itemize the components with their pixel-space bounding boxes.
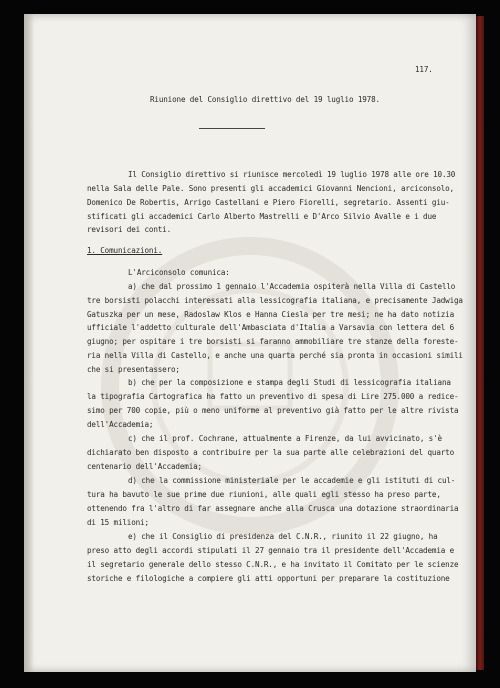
body-line: preso atto degli accordi stipulati il 27 gennaio tra il presidente dell'Accademia e: [87, 546, 455, 555]
intro-line: Domenico De Robertis, Arrigo Castellani e Piero Fiorelli, segretario. Assenti giu-: [87, 198, 450, 207]
body-line: dell'Accademia;: [87, 420, 154, 429]
intro-line: Il Consiglio direttivo si riunisce mercoledì 19 luglio 1978 alle ore 10.30: [128, 170, 456, 179]
body-line: giugno; per ospitare i tre borsisti si faranno ammobiliare tre stanze della foreste-: [87, 337, 459, 346]
body-line: e) che il Consiglio di presidenza del C.N.R., riunito il 22 giugno, ha: [128, 532, 438, 541]
document-title: Riunione del Consiglio direttivo del 19 luglio 1978.: [150, 95, 380, 104]
body-line: la tipografia Cartografica ha fatto un preventivo di spesa di Lire 275.000 a redice-: [87, 392, 459, 401]
intro-line: revisori dei conti.: [87, 225, 172, 234]
section-heading: 1. Comunicazioni.: [87, 246, 163, 255]
body-line: b) che per la composizione e stampa degli Studi di lessicografia italiana: [128, 378, 451, 387]
intro-line: nella Sala delle Pale. Sono presenti gli accademici Giovanni Nencioni, arciconsolo,: [87, 184, 455, 193]
body-line: dichiarato ben disposto a contribuire per la sua parte alle celebrazioni del quarto: [87, 448, 455, 457]
body-line: d) che la commissione ministeriale per le accademie e gli istituti di cul-: [128, 476, 456, 485]
body-line: che si presentassero;: [87, 365, 180, 374]
body-line: ria nella Villa di Castello, e anche una quarta perché sia pronta in occasioni simili: [87, 351, 463, 360]
body-line: L'Arciconsolo comunica:: [128, 268, 230, 277]
document-page: [24, 14, 476, 672]
page-fold-shadow: [24, 14, 34, 672]
body-line: ufficiale l'addetto culturale dell'Ambasciata d'Italia a Varsavia con lettera del 6: [87, 323, 455, 332]
page-number: 117.: [415, 65, 433, 74]
body-line: tura ha bavuto le sue prime due riunioni, alle quali egli stesso ha preso parte,: [87, 490, 441, 499]
book-binding-edge: [476, 16, 484, 670]
body-line: storiche e filologiche a compiere gli atti opportuni per preparare la costituzione: [87, 574, 450, 583]
body-line: il segretario generale dello stesso C.N.R., e ha invitato il Comitato per le scienze: [87, 560, 459, 569]
title-underline: [199, 128, 265, 129]
body-line: di 15 milioni;: [87, 518, 149, 527]
body-line: Gatuszka per un mese, Radoslaw Klos e Hanna Ciesla per tre mesi; ne ha dato notizia: [87, 310, 455, 319]
intro-line: stificati gli accademici Carlo Alberto Mastrelli e D'Arco Silvio Avalle e i due: [87, 212, 437, 221]
body-line: centenario dell'Accademia;: [87, 462, 202, 471]
body-line: c) che il prof. Cochrane, attualmente a Firenze, da lui avvicinato, s'è: [128, 434, 442, 443]
body-line: simo per 700 copie, più o meno uniforme al preventivo già fatto per le altre rivista: [87, 406, 459, 415]
body-line: ottenendo fra l'altro di far assegnare anche alla Crusca una dotazione straordinaria: [87, 504, 459, 513]
body-line: a) che dal prossimo 1 gennaio l'Accademia ospiterà nella Villa di Castello: [128, 282, 456, 291]
body-line: tre borsisti polacchi interessati alla lessicografia italiana, e precisamente Jadwiga: [87, 296, 463, 305]
